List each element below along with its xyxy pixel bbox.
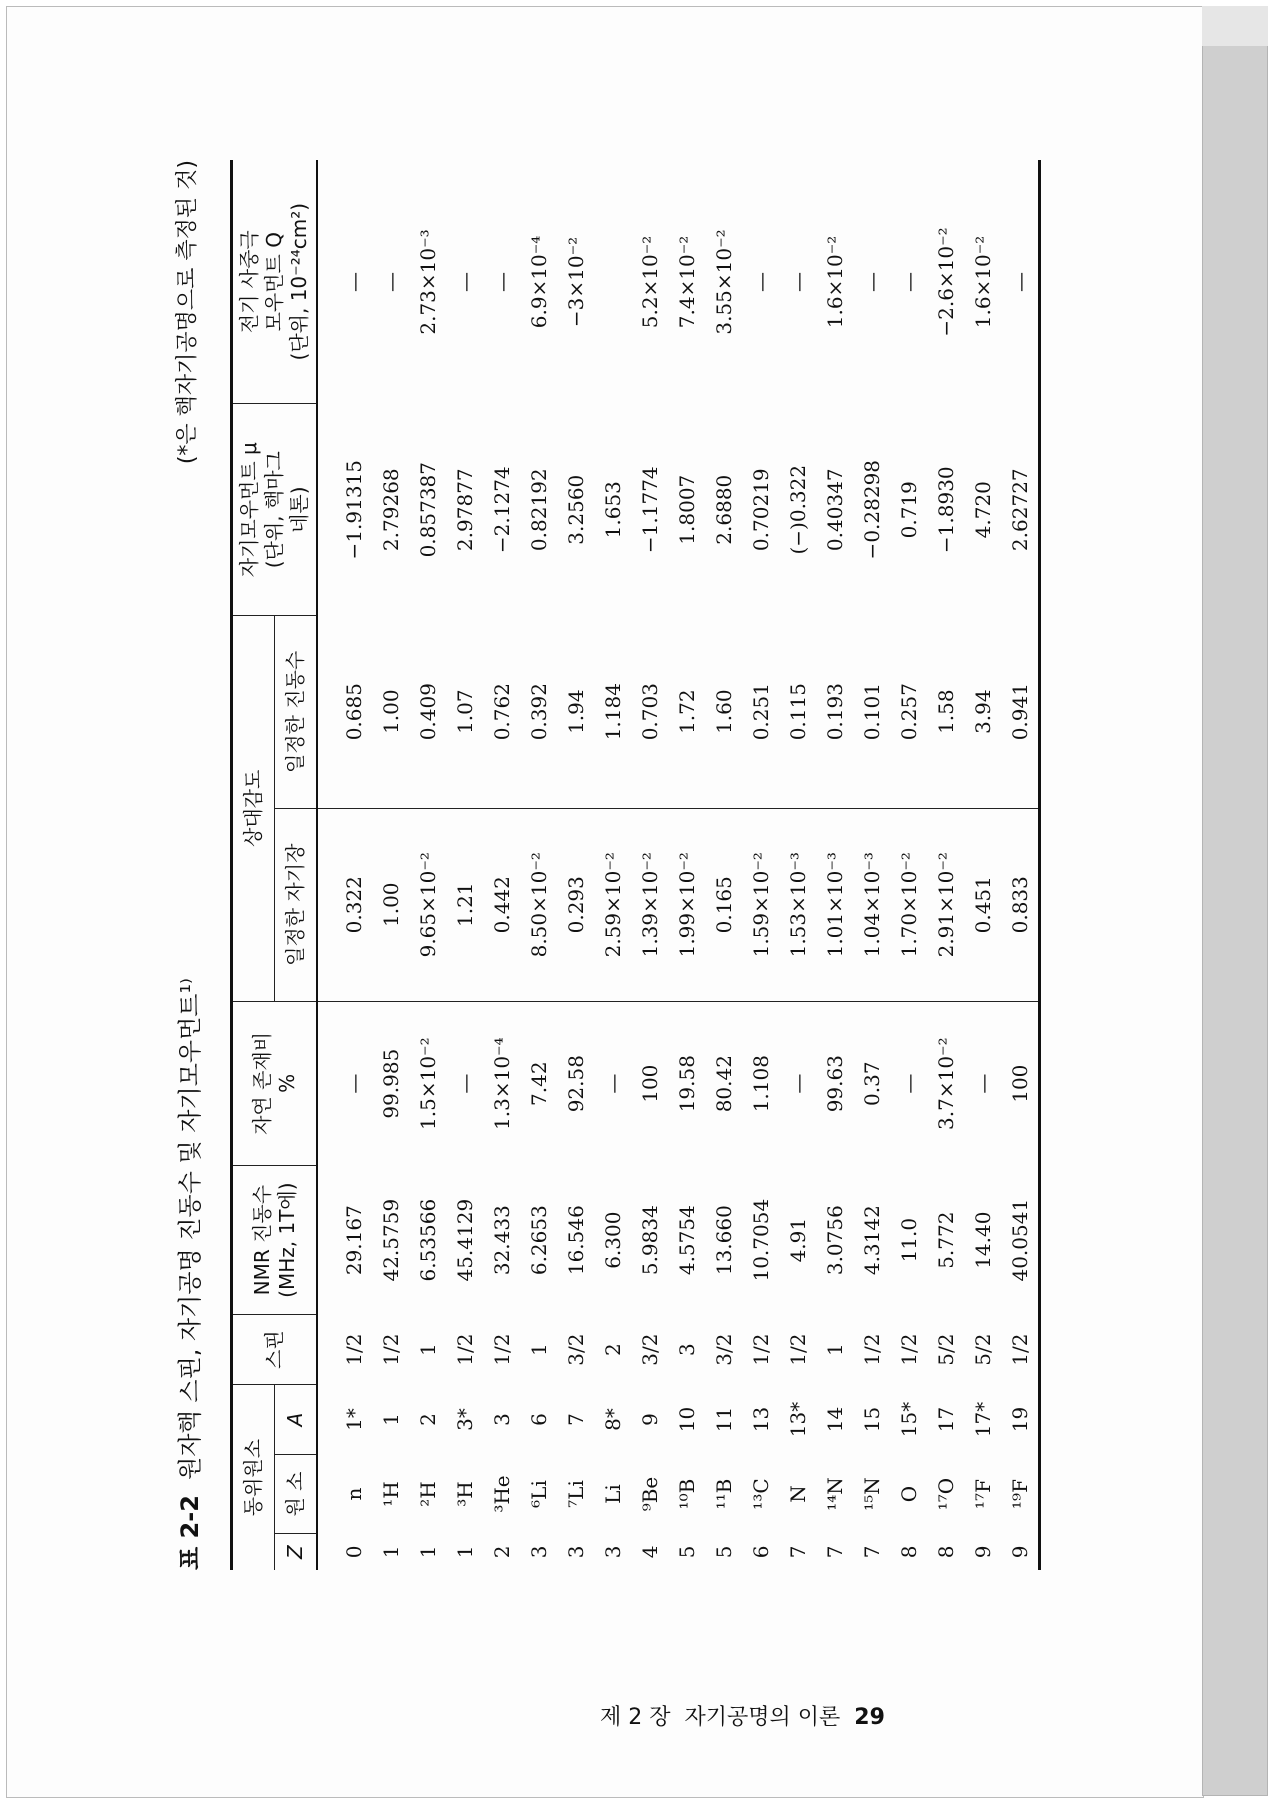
header-nmr-line2: (MHz, 1T에): [274, 1182, 299, 1298]
table-caption: [170, 978, 205, 1570]
cell-spin: 3/2: [564, 1333, 588, 1366]
cell-magnetic-moment: 1.653: [601, 481, 625, 539]
page-number: 29: [854, 1705, 885, 1730]
cell-a: 1*: [342, 1408, 366, 1431]
header-abundance-line1: 자연 존재비: [249, 1031, 274, 1135]
cell-element: ¹¹B: [712, 1478, 736, 1510]
cell-spin: 1/2: [490, 1333, 514, 1366]
cell-magnetic-moment: 0.857387: [416, 461, 440, 558]
cell-z: 5: [712, 1545, 736, 1559]
cell-magnetic-moment: 1.8007: [675, 474, 699, 545]
cell-z: 5: [675, 1545, 699, 1559]
cell-quadrupole-moment: 6.9×10⁻⁴: [527, 235, 551, 329]
cell-quadrupole-moment: —: [860, 271, 884, 292]
cell-a: 1: [379, 1413, 403, 1426]
cell-z: 1: [453, 1545, 477, 1559]
cell-nmr-frequency: 45.4129: [453, 1198, 477, 1282]
cell-magnetic-moment: 2.97877: [453, 468, 477, 552]
cell-sens-field: 1.00: [372, 808, 409, 1001]
cell-z: 4: [638, 1545, 662, 1559]
cell-quadrupole-moment: 2.73×10⁻³: [416, 229, 440, 335]
header-z-label: Z: [283, 1545, 308, 1559]
cell-spin: 1/2: [379, 1333, 403, 1366]
cell-element: ⁷Li: [564, 1480, 588, 1508]
cell-quadrupole-moment: —: [453, 271, 477, 292]
cell-magnetic-moment: 0.82192: [527, 468, 551, 552]
cell-quadrupole-moment: —: [379, 271, 403, 292]
cell-nmr-frequency: 11.0: [897, 1217, 921, 1263]
header-quad-line1: 전기 사중극: [237, 230, 261, 334]
cell-a: 10: [675, 1406, 699, 1433]
cell-magnetic-moment: −1.8930: [934, 466, 958, 554]
footer-chapter-title: 자기공명의 이론: [684, 1705, 841, 1730]
rotated-table-block: [150, 150, 1032, 1580]
cell-a: 7: [564, 1413, 588, 1426]
header-a-label: A: [283, 1412, 308, 1427]
cell-nmr-frequency: 16.546: [564, 1205, 588, 1276]
table-row: [927, 160, 964, 1570]
cell-sens-freq: 0.409: [409, 615, 446, 808]
cell-sens-freq: 0.762: [483, 615, 520, 808]
cell-magnetic-moment: 2.62727: [1001, 404, 1040, 616]
cell-magnetic-moment: −1.91315: [342, 459, 366, 560]
table-row: [705, 160, 742, 1570]
cell-a: 19: [1001, 1385, 1040, 1455]
cell-sens-field: 9.65×10⁻²: [409, 808, 446, 1001]
cell-spin: 1/2: [342, 1333, 366, 1366]
table-row: [317, 160, 372, 1570]
page-footer: [600, 1700, 885, 1731]
cell-magnetic-moment: −2.1274: [490, 466, 514, 554]
cell-z: 8: [934, 1545, 958, 1559]
cell-sens-field: 0.451: [964, 808, 1001, 1001]
cell-sens-field: 1.39×10⁻²: [631, 808, 668, 1001]
cell-abundance: 19.58: [675, 1055, 699, 1113]
cell-sens-field: 2.59×10⁻²: [594, 808, 631, 1001]
cell-sens-field: 1.70×10⁻²: [890, 808, 927, 1001]
header-isotope: 동위원소: [232, 1385, 275, 1570]
cell-magnetic-moment: 2.6880: [712, 474, 736, 545]
cell-spin: 1/2: [453, 1333, 477, 1366]
table-row: [594, 160, 631, 1570]
cell-sens-freq: 0.251: [742, 615, 779, 808]
header-sensitivity: 상대감도: [232, 615, 275, 1001]
footer-chapter: 제 2 장: [600, 1705, 671, 1730]
cell-spin: 3/2: [712, 1333, 736, 1366]
cell-nmr-frequency: 6.53566: [416, 1198, 440, 1282]
cell-abundance: 1.3×10⁻⁴: [490, 1037, 514, 1130]
cell-abundance: —: [453, 1073, 477, 1094]
header-abundance-line2: %: [274, 1073, 299, 1093]
cell-abundance: 0.37: [860, 1061, 884, 1106]
table-row: [446, 160, 483, 1570]
table-row: [816, 160, 853, 1570]
cell-nmr-frequency: 4.3142: [860, 1205, 884, 1276]
cell-z: 0: [342, 1545, 366, 1559]
cell-spin: 1/2: [897, 1333, 921, 1366]
cell-sens-field: 1.21: [446, 808, 483, 1001]
cell-sens-freq: 0.703: [631, 615, 668, 808]
header-moment-line3: 네톤): [287, 486, 311, 533]
cell-a: 14: [823, 1406, 847, 1433]
page-edge-shadow: [1202, 6, 1268, 1796]
cell-sens-freq: 0.115: [779, 615, 816, 808]
cell-abundance: —: [897, 1073, 921, 1094]
header-moment-line2: (단위, 핵마그: [262, 451, 286, 569]
cell-nmr-frequency: 40.0541: [1001, 1166, 1040, 1315]
cell-abundance: 3.7×10⁻²: [934, 1037, 958, 1130]
cell-abundance: 100: [1001, 1001, 1040, 1165]
cell-sens-freq: 0.193: [816, 615, 853, 808]
cell-nmr-frequency: 13.660: [712, 1205, 736, 1276]
table-row: [890, 160, 927, 1570]
cell-sens-freq: 1.07: [446, 615, 483, 808]
cell-quadrupole-moment: —: [1001, 160, 1040, 404]
cell-a: 9: [638, 1413, 662, 1426]
cell-element: ⁶Li: [527, 1480, 551, 1508]
cell-nmr-frequency: 4.5754: [675, 1205, 699, 1276]
cell-z: 7: [786, 1545, 810, 1559]
cell-spin: 1: [527, 1343, 551, 1357]
cell-element: Li: [601, 1484, 625, 1504]
cell-abundance: 7.42: [527, 1061, 551, 1106]
cell-z: 9: [971, 1545, 995, 1559]
cell-z: 6: [749, 1545, 773, 1559]
cell-quadrupole-moment: 3.55×10⁻²: [712, 229, 736, 335]
cell-a: 17*: [971, 1401, 995, 1438]
cell-spin: 1/2: [860, 1333, 884, 1366]
cell-sens-field: 0.293: [557, 808, 594, 1001]
cell-nmr-frequency: 5.9834: [638, 1205, 662, 1276]
cell-element: ⁹Be: [638, 1476, 662, 1512]
cell-sens-field: 0.322: [317, 808, 372, 1001]
cell-magnetic-moment: 0.70219: [749, 468, 773, 552]
cell-quadrupole-moment: 5.2×10⁻²: [638, 235, 662, 329]
cell-z: 3: [601, 1545, 625, 1559]
cell-element: ¹⁴N: [823, 1477, 847, 1511]
cell-abundance: —: [601, 1073, 625, 1094]
cell-element: N: [786, 1485, 810, 1503]
cell-element: ¹⁷O: [934, 1477, 958, 1511]
cell-sens-freq: 1.00: [372, 615, 409, 808]
cell-sens-freq: 0.392: [520, 615, 557, 808]
cell-a: 15: [860, 1406, 884, 1433]
cell-z: 3: [564, 1545, 588, 1559]
table-row: [742, 160, 779, 1570]
cell-sens-freq: 1.184: [594, 615, 631, 808]
cell-sens-freq: 1.72: [668, 615, 705, 808]
header-magnetic-moment: [232, 404, 318, 616]
cell-nmr-frequency: 14.40: [971, 1211, 995, 1269]
cell-quadrupole-moment: −2.6×10⁻²: [934, 227, 958, 337]
cell-abundance: —: [342, 1073, 366, 1094]
cell-quadrupole-moment: [594, 160, 631, 404]
cell-nmr-frequency: 29.167: [342, 1205, 366, 1276]
header-moment-line1: 자기모우먼트 μ: [237, 442, 261, 578]
cell-a: 13: [749, 1406, 773, 1433]
cell-nmr-frequency: 3.0756: [823, 1205, 847, 1276]
cell-abundance: 99.985: [379, 1048, 403, 1119]
cell-sens-freq: 0.101: [853, 615, 890, 808]
header-quad-line3: (단위, 10⁻²⁴cm²): [287, 202, 311, 361]
cell-a: 17: [934, 1406, 958, 1433]
cell-z: 7: [823, 1545, 847, 1559]
table-row: [520, 160, 557, 1570]
cell-quadrupole-moment: −3×10⁻²: [564, 236, 588, 328]
cell-quadrupole-moment: 1.6×10⁻²: [823, 235, 847, 329]
header-abundance: [232, 1001, 318, 1165]
header-z: [275, 1534, 317, 1570]
cell-z: 1: [379, 1545, 403, 1559]
cell-spin: 1/2: [786, 1333, 810, 1366]
table-row: [631, 160, 668, 1570]
cell-magnetic-moment: 0.40347: [823, 468, 847, 552]
header-nmr-line1: NMR 진동수: [249, 1184, 274, 1296]
cell-sens-freq: 1.58: [927, 615, 964, 808]
table-title: 원자핵 스핀, 자기공명 진동수 및 자기모우먼트¹⁾: [176, 978, 204, 1480]
cell-magnetic-moment: −0.28298: [860, 459, 884, 560]
cell-element: ¹⁰B: [675, 1478, 699, 1510]
cell-a: 15*: [897, 1401, 921, 1438]
header-a: [275, 1385, 317, 1455]
isotope-table: [230, 160, 1032, 1570]
cell-a: 8*: [601, 1408, 625, 1431]
header-quad-line2: 모우먼트 Q: [262, 232, 286, 332]
cell-spin: 1: [416, 1343, 440, 1357]
cell-spin: 1/2: [749, 1333, 773, 1366]
header-quadrupole-moment: [232, 160, 318, 404]
header-nmr-frequency: [232, 1166, 318, 1315]
cell-sens-field: 8.50×10⁻²: [520, 808, 557, 1001]
cell-a: 2: [416, 1413, 440, 1426]
cell-abundance: —: [786, 1073, 810, 1094]
cell-nmr-frequency: 10.7054: [749, 1198, 773, 1282]
cell-a: 3*: [453, 1408, 477, 1431]
cell-nmr-frequency: 6.2653: [527, 1205, 551, 1276]
cell-sens-freq: 0.941: [1001, 615, 1040, 808]
cell-a: 6: [527, 1413, 551, 1426]
page-edge-highlight: [1202, 6, 1268, 46]
cell-abundance: 92.58: [564, 1055, 588, 1113]
cell-sens-freq: 0.257: [890, 615, 927, 808]
cell-nmr-frequency: 4.91: [786, 1217, 810, 1263]
cell-quadrupole-moment: —: [342, 271, 366, 292]
cell-a: 11: [712, 1406, 736, 1433]
cell-quadrupole-moment: —: [897, 271, 921, 292]
cell-nmr-frequency: 6.300: [601, 1211, 625, 1269]
cell-abundance: 99.63: [823, 1055, 847, 1113]
header-sens-freq: 일정한 진동수: [275, 615, 317, 808]
cell-sens-field: 1.99×10⁻²: [668, 808, 705, 1001]
cell-abundance: 100: [638, 1064, 662, 1103]
cell-z: 1: [416, 1545, 440, 1559]
table-number: 표 2-2: [176, 1495, 204, 1570]
cell-z: 7: [860, 1545, 884, 1559]
cell-sens-field: 2.91×10⁻²: [927, 808, 964, 1001]
cell-spin: 1/2: [1001, 1315, 1040, 1385]
cell-spin: 5/2: [971, 1333, 995, 1366]
table-row: [853, 160, 890, 1570]
table-row: [483, 160, 520, 1570]
cell-sens-freq: 0.685: [317, 615, 372, 808]
cell-magnetic-moment: 2.79268: [379, 468, 403, 552]
cell-element: ¹⁵N: [860, 1477, 884, 1511]
cell-abundance: 80.42: [712, 1055, 736, 1113]
cell-a: 13*: [786, 1401, 810, 1438]
cell-magnetic-moment: 0.719: [897, 481, 921, 539]
cell-magnetic-moment: (−)0.322: [786, 464, 810, 555]
header-sens-field: 일정한 자기장: [275, 808, 317, 1001]
cell-magnetic-moment: 3.2560: [564, 474, 588, 545]
cell-z: 2: [490, 1545, 514, 1559]
cell-z: 3: [527, 1545, 551, 1559]
cell-quadrupole-moment: —: [490, 271, 514, 292]
cell-spin: 3/2: [638, 1333, 662, 1366]
table-row: [409, 160, 446, 1570]
cell-sens-field: 1.59×10⁻²: [742, 808, 779, 1001]
table-row: [964, 160, 1001, 1570]
cell-magnetic-moment: −1.1774: [638, 466, 662, 554]
cell-sens-field: 0.442: [483, 808, 520, 1001]
cell-sens-field: 1.53×10⁻³: [779, 808, 816, 1001]
table-row: [779, 160, 816, 1570]
table-row: [372, 160, 409, 1570]
cell-z: 8: [897, 1545, 921, 1559]
cell-quadrupole-moment: —: [749, 271, 773, 292]
cell-element: O: [897, 1485, 921, 1503]
cell-element: ²H: [416, 1481, 440, 1507]
cell-sens-field: 1.04×10⁻³: [853, 808, 890, 1001]
cell-abundance: 1.108: [749, 1055, 773, 1113]
table-row: [557, 160, 594, 1570]
cell-sens-freq: 1.94: [557, 615, 594, 808]
cell-sens-field: 0.833: [1001, 808, 1040, 1001]
cell-nmr-frequency: 32.433: [490, 1205, 514, 1276]
cell-element: ¹⁷F: [971, 1479, 995, 1509]
cell-spin: 3: [675, 1343, 699, 1357]
cell-sens-field: 0.165: [705, 808, 742, 1001]
header-spin: 스핀: [232, 1315, 318, 1385]
cell-abundance: —: [971, 1073, 995, 1094]
cell-spin: 2: [601, 1343, 625, 1357]
cell-nmr-frequency: 42.5759: [379, 1198, 403, 1282]
table-body: [317, 160, 1040, 1570]
cell-z: 9: [1001, 1534, 1040, 1570]
table-note: (*은 핵자기공명으로 측정된 것): [175, 160, 200, 465]
cell-spin: 5/2: [934, 1333, 958, 1366]
cell-sens-freq: 3.94: [964, 615, 1001, 808]
cell-spin: 1: [823, 1343, 847, 1357]
cell-element: n: [342, 1487, 366, 1501]
cell-element: ¹³C: [749, 1478, 773, 1510]
cell-sens-freq: 1.60: [705, 615, 742, 808]
cell-nmr-frequency: 5.772: [934, 1211, 958, 1269]
cell-quadrupole-moment: 1.6×10⁻²: [971, 235, 995, 329]
cell-element: ³H: [453, 1481, 477, 1507]
cell-sens-field: 1.01×10⁻³: [816, 808, 853, 1001]
cell-element: ¹H: [379, 1481, 403, 1507]
cell-quadrupole-moment: —: [786, 271, 810, 292]
table-row: [1001, 160, 1040, 1570]
cell-magnetic-moment: 4.720: [971, 481, 995, 539]
table-row: [668, 160, 705, 1570]
cell-abundance: 1.5×10⁻²: [416, 1037, 440, 1130]
cell-quadrupole-moment: 7.4×10⁻²: [675, 235, 699, 329]
cell-element: ¹⁹F: [1001, 1454, 1040, 1533]
cell-a: 3: [490, 1413, 514, 1426]
cell-element: ³He: [490, 1475, 514, 1513]
header-element: 원 소: [275, 1454, 317, 1533]
